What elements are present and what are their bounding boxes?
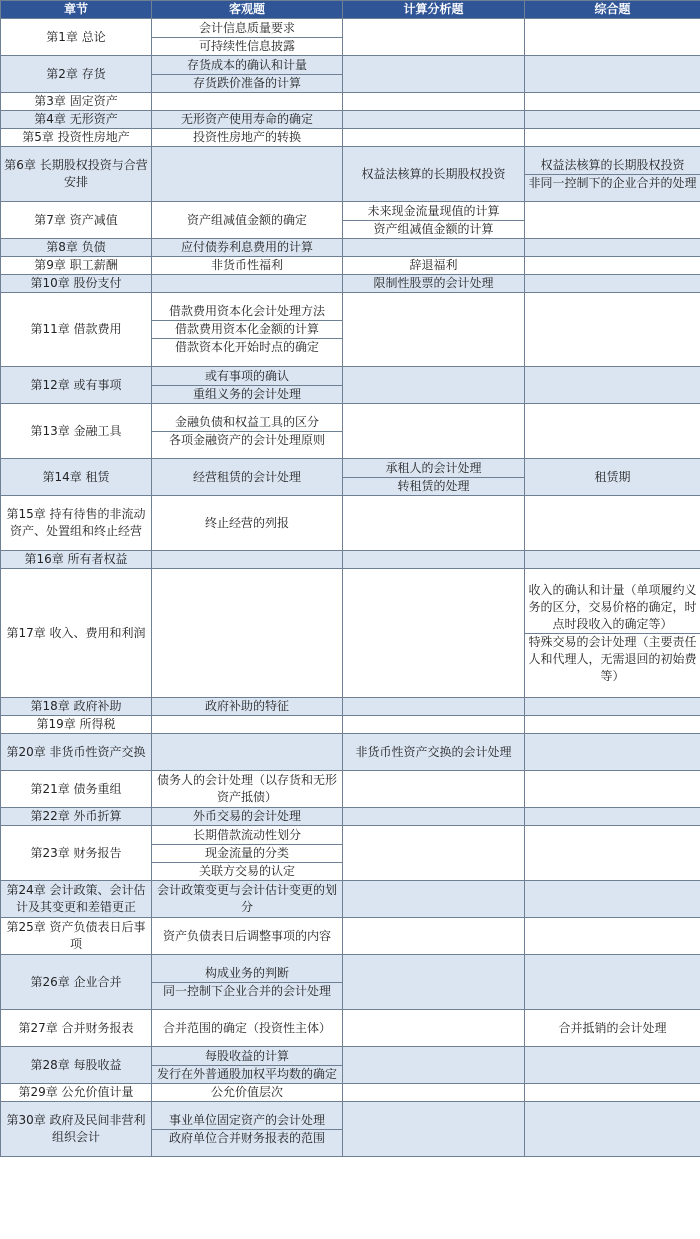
topic-item: 辞退福利 xyxy=(409,258,458,272)
table-header-row xyxy=(1,1,700,19)
topic-item: 构成业务的判断 xyxy=(204,965,289,980)
table-row xyxy=(1,1102,700,1157)
topic-item: 借款费用资本化会计处理方法 xyxy=(168,304,325,318)
calc-cell xyxy=(343,56,525,93)
calc-cell xyxy=(343,716,525,734)
comprehensive-cell xyxy=(525,771,700,808)
table-row xyxy=(1,734,700,771)
topic-item: 会计信息质量要求 xyxy=(198,20,295,35)
table-row xyxy=(1,826,700,881)
chapter-cell: 第8章 负债 xyxy=(1,239,152,257)
chapter-cell: 第17章 收入、费用和利润 xyxy=(1,569,152,698)
chapter-cell: 第9章 职工薪酬 xyxy=(1,257,152,275)
calc-cell xyxy=(343,1047,525,1084)
comprehensive-cell xyxy=(525,918,700,955)
table-row xyxy=(1,698,700,716)
topic-item: 租赁期 xyxy=(594,469,631,484)
objective-cell xyxy=(152,771,343,808)
chapter-cell: 第12章 或有事项 xyxy=(1,367,152,404)
topic-item: 投资性房地产的转换 xyxy=(192,130,301,144)
calc-cell xyxy=(343,1010,525,1047)
chapter-cell: 第11章 借款费用 xyxy=(1,293,152,367)
chapter-cell: 第27章 合并财务报表 xyxy=(1,1010,152,1047)
comprehensive-cell xyxy=(525,1084,700,1102)
table-body xyxy=(1,19,700,1157)
calc-cell xyxy=(343,826,525,881)
topic-item: 外币交易的会计处理 xyxy=(192,809,301,823)
comprehensive-cell xyxy=(525,1010,700,1047)
objective-cell xyxy=(152,293,343,367)
topic-item: 合并范围的确定（投资性主体） xyxy=(162,1020,331,1035)
objective-cell xyxy=(152,918,343,955)
topic-item: 非货币性福利 xyxy=(210,258,283,272)
topic-item: 资产负债表日后调整事项的内容 xyxy=(162,928,331,943)
table-row xyxy=(1,404,700,459)
header-calc: 计算分析题 xyxy=(343,1,525,19)
topic-item: 非同一控制下的企业合并的处理 xyxy=(525,174,700,192)
topic-item: 每股收益的计算 xyxy=(204,1048,289,1063)
comprehensive-cell xyxy=(525,955,700,1010)
topic-item: 关联方交易的认定 xyxy=(152,862,342,880)
objective-cell xyxy=(152,93,343,111)
objective-cell xyxy=(152,1010,343,1047)
topic-item: 合并抵销的会计处理 xyxy=(558,1020,667,1035)
table-row xyxy=(1,955,700,1010)
comprehensive-cell xyxy=(525,1047,700,1084)
chapter-cell: 第22章 外币折算 xyxy=(1,808,152,826)
calc-cell xyxy=(343,147,525,202)
header-objective: 客观题 xyxy=(152,1,343,19)
topic-item: 应付债券利息费用的计算 xyxy=(180,240,313,254)
calc-cell xyxy=(343,367,525,404)
objective-cell xyxy=(152,881,343,918)
topic-item: 终止经营的列报 xyxy=(204,515,289,530)
objective-cell xyxy=(152,826,343,881)
table-row xyxy=(1,459,700,496)
objective-cell xyxy=(152,496,343,551)
chapter-cell: 第6章 长期股权投资与合营安排 xyxy=(1,147,152,202)
comprehensive-cell xyxy=(525,1102,700,1157)
topic-item: 限制性股票的会计处理 xyxy=(373,276,494,290)
comprehensive-cell xyxy=(525,147,700,202)
topic-item: 经营租赁的会计处理 xyxy=(192,469,301,484)
topic-item: 债务人的会计处理（以存货和无形资产抵债） xyxy=(156,773,337,804)
objective-cell xyxy=(152,459,343,496)
comprehensive-cell xyxy=(525,202,700,239)
chapter-cell: 第28章 每股收益 xyxy=(1,1047,152,1084)
objective-cell xyxy=(152,569,343,698)
chapter-cell: 第16章 所有者权益 xyxy=(1,551,152,569)
table-row xyxy=(1,367,700,404)
calc-cell xyxy=(343,93,525,111)
chapter-cell: 第26章 企业合并 xyxy=(1,955,152,1010)
table-row xyxy=(1,881,700,918)
chapter-cell: 第10章 股份支付 xyxy=(1,275,152,293)
chapter-cell: 第18章 政府补助 xyxy=(1,698,152,716)
chapter-cell: 第20章 非货币性资产交换 xyxy=(1,734,152,771)
topic-item: 可持续性信息披露 xyxy=(152,37,342,55)
table-row xyxy=(1,293,700,367)
chapter-cell: 第21章 债务重组 xyxy=(1,771,152,808)
chapter-cell: 第24章 会计政策、会计估计及其变更和差错更正 xyxy=(1,881,152,918)
table-row xyxy=(1,496,700,551)
topic-item: 同一控制下企业合并的会计处理 xyxy=(152,982,342,1000)
calc-cell xyxy=(343,808,525,826)
objective-cell xyxy=(152,129,343,147)
objective-cell xyxy=(152,734,343,771)
topic-item: 资产组减值金额的计算 xyxy=(343,220,524,238)
comprehensive-cell xyxy=(525,826,700,881)
comprehensive-cell xyxy=(525,404,700,459)
table-row xyxy=(1,1010,700,1047)
chapter-cell: 第4章 无形资产 xyxy=(1,111,152,129)
table-row xyxy=(1,147,700,202)
chapter-cell: 第13章 金融工具 xyxy=(1,404,152,459)
table-row xyxy=(1,93,700,111)
comprehensive-cell xyxy=(525,93,700,111)
comprehensive-cell xyxy=(525,19,700,56)
calc-cell xyxy=(343,551,525,569)
calc-cell xyxy=(343,129,525,147)
chapter-cell: 第23章 财务报告 xyxy=(1,826,152,881)
topic-item: 权益法核算的长期股权投资 xyxy=(361,166,506,181)
calc-cell xyxy=(343,404,525,459)
topic-item: 各项金融资产的会计处理原则 xyxy=(152,431,342,449)
calc-cell xyxy=(343,569,525,698)
chapter-cell: 第3章 固定资产 xyxy=(1,93,152,111)
topic-item: 无形资产使用寿命的确定 xyxy=(180,112,313,126)
objective-cell xyxy=(152,257,343,275)
chapter-cell: 第2章 存货 xyxy=(1,56,152,93)
table-row xyxy=(1,129,700,147)
calc-cell xyxy=(343,496,525,551)
topic-item: 或有事项的确认 xyxy=(204,368,289,383)
calc-cell xyxy=(343,202,525,239)
calc-cell xyxy=(343,918,525,955)
topic-item: 金融负债和权益工具的区分 xyxy=(174,414,319,429)
topic-item: 权益法核算的长期股权投资 xyxy=(540,157,685,172)
topic-item: 承租人的会计处理 xyxy=(385,460,482,475)
objective-cell xyxy=(152,19,343,56)
calc-cell xyxy=(343,19,525,56)
topic-item: 资产组减值金额的确定 xyxy=(186,212,307,227)
calc-cell xyxy=(343,955,525,1010)
calc-cell xyxy=(343,881,525,918)
topic-item: 发行在外普通股加权平均数的确定 xyxy=(152,1065,342,1083)
table-row xyxy=(1,716,700,734)
calc-cell xyxy=(343,459,525,496)
calc-cell xyxy=(343,275,525,293)
objective-cell xyxy=(152,1102,343,1157)
topic-item: 会计政策变更与会计估计变更的划分 xyxy=(156,883,337,914)
comprehensive-cell xyxy=(525,257,700,275)
objective-cell xyxy=(152,202,343,239)
calc-cell xyxy=(343,257,525,275)
topic-item: 政府补助的特征 xyxy=(204,699,289,713)
header-comprehensive: 综合题 xyxy=(525,1,700,19)
topic-item: 重组义务的会计处理 xyxy=(152,385,342,403)
topic-item: 收入的确认和计量（单项履约义务的区分，交易价格的确定，时点时段收入的确定等） xyxy=(528,582,697,631)
comprehensive-cell xyxy=(525,734,700,771)
chapter-cell: 第15章 持有待售的非流动资产、处置组和终止经营 xyxy=(1,496,152,551)
chapter-cell: 第5章 投资性房地产 xyxy=(1,129,152,147)
table-row xyxy=(1,1047,700,1084)
table-row xyxy=(1,111,700,129)
topic-item: 政府单位合并财务报表的范围 xyxy=(152,1129,342,1147)
chapter-cell: 第30章 政府及民间非营利组织会计 xyxy=(1,1102,152,1157)
table-row xyxy=(1,202,700,239)
objective-cell xyxy=(152,147,343,202)
comprehensive-cell xyxy=(525,111,700,129)
comprehensive-cell xyxy=(525,808,700,826)
topic-item: 公允价值层次 xyxy=(210,1085,283,1099)
chapter-cell: 第7章 资产减值 xyxy=(1,202,152,239)
table-row xyxy=(1,19,700,56)
calc-cell xyxy=(343,734,525,771)
topic-item: 现金流量的分类 xyxy=(152,844,342,862)
calc-cell xyxy=(343,698,525,716)
topic-item: 特殊交易的会计处理（主要责任人和代理人，无需退回的初始费等） xyxy=(525,633,700,685)
comprehensive-cell xyxy=(525,881,700,918)
objective-cell xyxy=(152,1084,343,1102)
objective-cell xyxy=(152,808,343,826)
comprehensive-cell xyxy=(525,716,700,734)
table-row xyxy=(1,569,700,698)
objective-cell xyxy=(152,239,343,257)
table-row xyxy=(1,275,700,293)
calc-cell xyxy=(343,239,525,257)
topic-item: 事业单位固定资产的会计处理 xyxy=(168,1112,325,1127)
topic-item: 转租赁的处理 xyxy=(343,477,524,495)
comprehensive-cell xyxy=(525,275,700,293)
calc-cell xyxy=(343,1102,525,1157)
comprehensive-cell xyxy=(525,496,700,551)
objective-cell xyxy=(152,551,343,569)
topic-item: 借款资本化开始时点的确定 xyxy=(152,338,342,356)
table-row xyxy=(1,808,700,826)
comprehensive-cell xyxy=(525,551,700,569)
table-row xyxy=(1,551,700,569)
objective-cell xyxy=(152,111,343,129)
objective-cell xyxy=(152,367,343,404)
topic-item: 借款费用资本化金额的计算 xyxy=(152,320,342,338)
objective-cell xyxy=(152,955,343,1010)
table-row xyxy=(1,257,700,275)
chapter-cell: 第29章 公允价值计量 xyxy=(1,1084,152,1102)
comprehensive-cell xyxy=(525,459,700,496)
comprehensive-cell xyxy=(525,129,700,147)
calc-cell xyxy=(343,1084,525,1102)
header-chapter: 章节 xyxy=(1,1,152,19)
table-row xyxy=(1,918,700,955)
chapter-cell: 第1章 总论 xyxy=(1,19,152,56)
chapter-cell: 第14章 租赁 xyxy=(1,459,152,496)
comprehensive-cell xyxy=(525,569,700,698)
comprehensive-cell xyxy=(525,367,700,404)
topic-item: 存货跌价准备的计算 xyxy=(152,74,342,92)
table-row xyxy=(1,239,700,257)
topic-item: 未来现金流量现值的计算 xyxy=(367,203,500,218)
comprehensive-cell xyxy=(525,293,700,367)
comprehensive-cell xyxy=(525,698,700,716)
chapter-cell: 第19章 所得税 xyxy=(1,716,152,734)
objective-cell xyxy=(152,716,343,734)
comprehensive-cell xyxy=(525,56,700,93)
table-row xyxy=(1,1084,700,1102)
objective-cell xyxy=(152,404,343,459)
topic-item: 存货成本的确认和计量 xyxy=(186,57,307,72)
calc-cell xyxy=(343,111,525,129)
topic-item: 长期借款流动性划分 xyxy=(192,827,301,842)
table-row xyxy=(1,56,700,93)
objective-cell xyxy=(152,698,343,716)
calc-cell xyxy=(343,771,525,808)
objective-cell xyxy=(152,56,343,93)
objective-cell xyxy=(152,275,343,293)
chapter-cell: 第25章 资产负债表日后事项 xyxy=(1,918,152,955)
topic-item: 非货币性资产交换的会计处理 xyxy=(355,744,512,759)
table-row xyxy=(1,771,700,808)
calc-cell xyxy=(343,293,525,367)
objective-cell xyxy=(152,1047,343,1084)
comprehensive-cell xyxy=(525,239,700,257)
